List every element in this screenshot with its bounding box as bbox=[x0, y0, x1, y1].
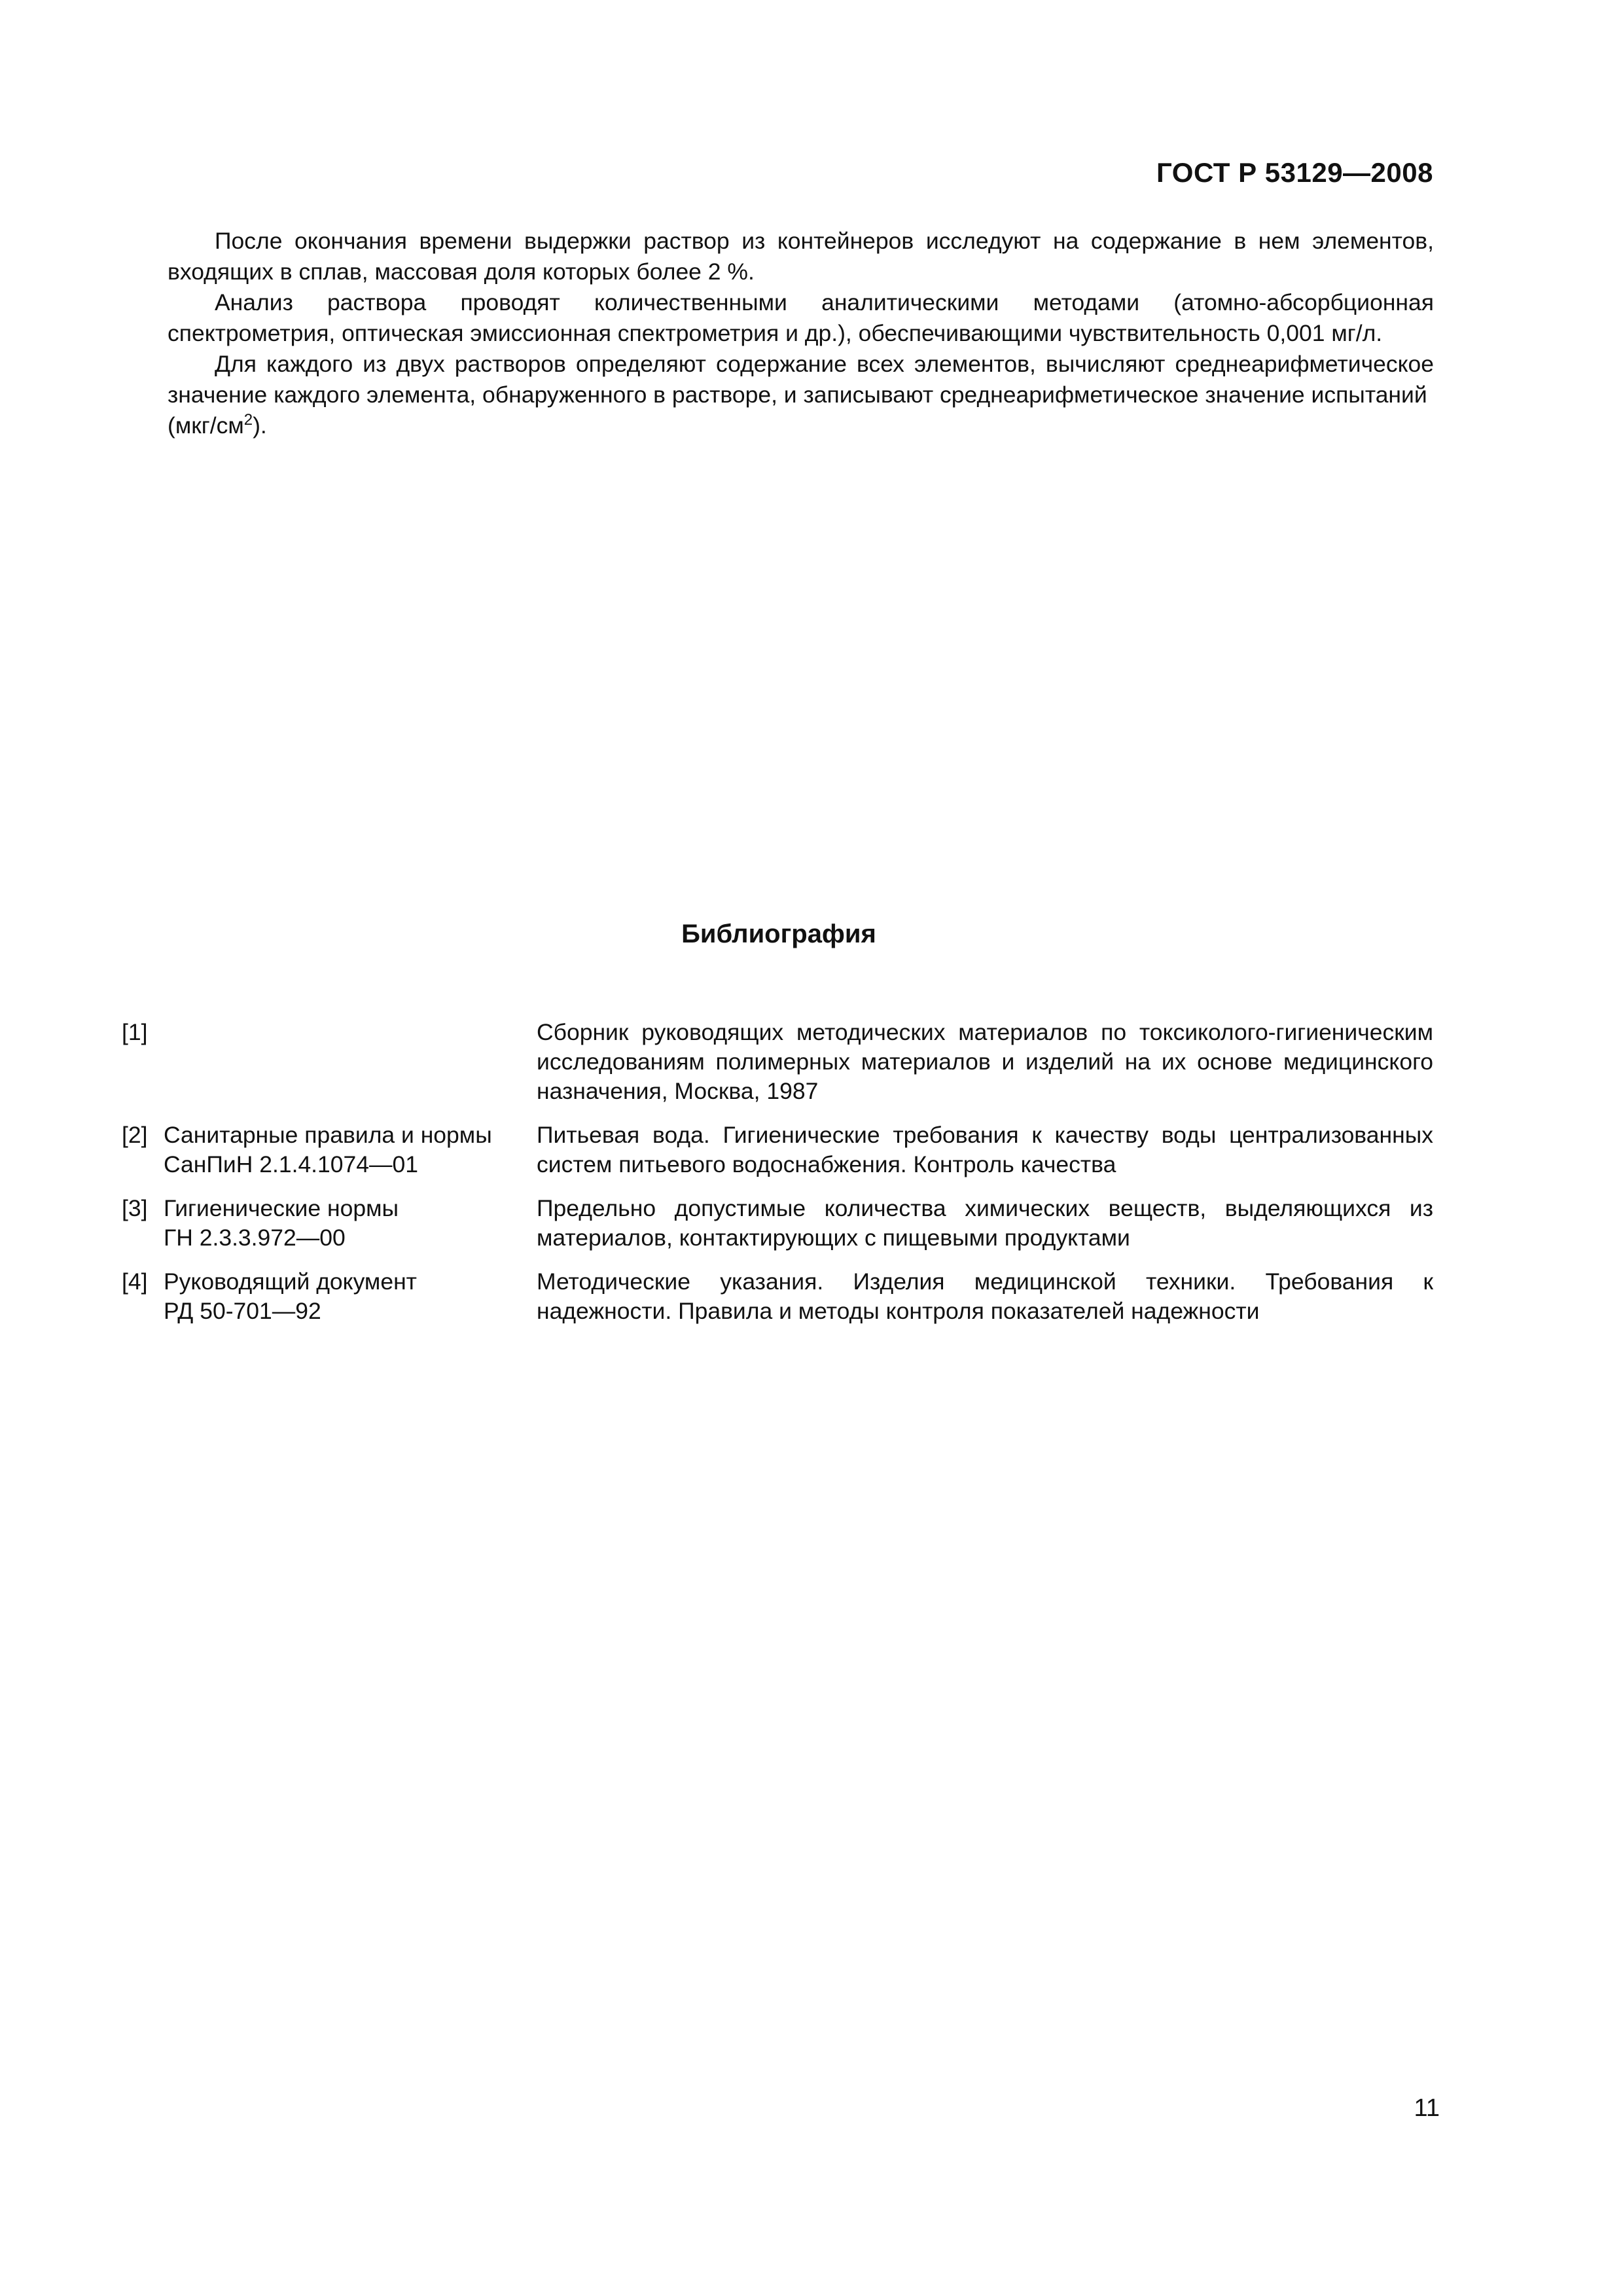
bibliography-entry bbox=[122, 1121, 1444, 1179]
standard-designation: ГОСТ Р 53129—2008 bbox=[1156, 157, 1433, 188]
entry-source-line: Санитарные правила и нормы bbox=[164, 1122, 492, 1148]
entry-source-line: СанПиН 2.1.4.1074—01 bbox=[164, 1151, 419, 1177]
page-number: 11 bbox=[1414, 2094, 1440, 2122]
entry-number: [3] bbox=[122, 1195, 148, 1221]
bibliography-entry bbox=[122, 1267, 1444, 1326]
entry-number: [4] bbox=[122, 1268, 148, 1295]
entry-source-line: Руководящий документ bbox=[164, 1268, 417, 1295]
units-prefix: (мкг/см bbox=[168, 412, 244, 439]
entry-source bbox=[164, 1194, 537, 1253]
units-suffix: ). bbox=[253, 412, 267, 439]
paragraph: После окончания времени выдержки раствор из контейнеров исследуют на содержание в нем элементов, входящих в сплав, массовая доля которых более 2 %. bbox=[168, 228, 1434, 285]
entry-title: Сборник руководящих методических материалов по токсиколого-гигиеническим исследованиям полимерных материалов и изделий на их основе медицинского назначения, Москва, 1987 bbox=[537, 1019, 1433, 1104]
bibliography-entry bbox=[122, 1194, 1444, 1253]
entry-title: Питьевая вода. Гигиенические требования к качеству воды централизованных систем питьевого водоснабжения. Контроль качества bbox=[537, 1122, 1433, 1177]
entry-source bbox=[164, 1267, 537, 1326]
entry-source bbox=[164, 1018, 537, 1106]
entry-source-line: ГН 2.3.3.972—00 bbox=[164, 1225, 346, 1251]
bibliography-entry bbox=[122, 1018, 1444, 1106]
body-text bbox=[168, 226, 1434, 441]
units-line bbox=[168, 410, 1434, 441]
paragraph: Для каждого из двух растворов определяют содержание всех элементов, вычисляют среднеарифметическое значение каждого элемента, обнаруженного в растворе, и записывают среднеарифметическое значение испытаний bbox=[168, 351, 1434, 408]
entry-number: [2] bbox=[122, 1122, 148, 1148]
entry-source bbox=[164, 1121, 537, 1179]
bibliography-title: Библиография bbox=[681, 920, 876, 948]
entry-source-line: РД 50-701—92 bbox=[164, 1298, 321, 1324]
entry-title: Методические указания. Изделия медицинской техники. Требования к надежности. Правила и методы контроля показателей надежности bbox=[537, 1268, 1433, 1324]
bibliography-list bbox=[122, 1018, 1444, 1340]
paragraph: Анализ раствора проводят количественными аналитическими методами (атомно-абсорбционная спектрометрия, оптическая эмиссионная спектрометрия и др.), обеспечивающими чувствительность 0,001 мг/л. bbox=[168, 289, 1434, 346]
entry-number: [1] bbox=[122, 1019, 148, 1045]
units-superscript: 2 bbox=[243, 411, 253, 429]
entry-source-line: Гигиенические нормы bbox=[164, 1195, 399, 1221]
entry-title: Предельно допустимые количества химических веществ, выделяющихся из материалов, контактирующих с пищевыми продуктами bbox=[537, 1195, 1433, 1251]
